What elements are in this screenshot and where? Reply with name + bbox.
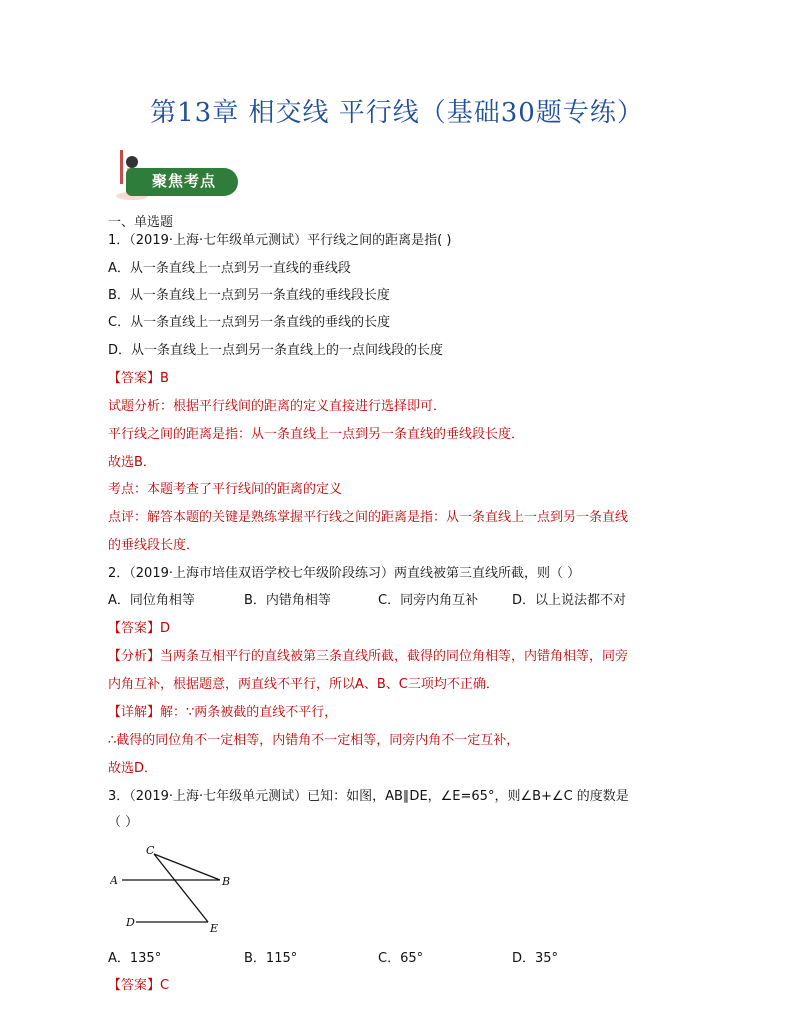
q1-analysis-2: 平行线之间的距离是指：从一条直线上一点到另一条直线的垂线段长度． — [108, 427, 525, 442]
q1-option-d: D．从一条直线上一点到另一条直线上的一点间线段的长度 — [108, 343, 444, 358]
q1-option-a: A．从一条直线上一点到另一直线的垂线段 — [108, 261, 351, 276]
q3-option-c: C．65° — [378, 951, 424, 966]
q2-option-a: A．同位角相等 — [108, 593, 195, 608]
q3-answer: 【答案】C — [108, 978, 170, 993]
page-title: 第13章 相交线 平行线（基础30题专练） — [150, 98, 644, 128]
q2-analysis-4: ∴截得的同位角不一定相等，内错角不一定相等，同旁内角不一定互补， — [108, 733, 520, 748]
label-b: B — [222, 875, 231, 888]
q2-analysis-3: 【详解】解：∵两条被截的直线不平行， — [108, 705, 338, 720]
q2-analysis-2: 内角互补，根据题意，两直线不平行，所以A、B、C三项均不正确． — [108, 677, 499, 692]
q1-stem: 1．（2019·上海·七年级单元测试）平行线之间的距离是指( ) — [108, 233, 452, 248]
q3-stem: 3．（2019·上海·七年级单元测试）已知：如图，AB∥DE，∠E=65°，则∠B+∠C 的度数是 — [108, 789, 629, 804]
label-c: C — [146, 844, 155, 857]
q2-option-c: C．同旁内角互补 — [378, 593, 479, 608]
q2-option-b: B．内错角相等 — [244, 593, 331, 608]
q3-option-a: A．135° — [108, 951, 162, 966]
q3-option-b: B．115° — [244, 951, 298, 966]
section-heading: 一、单选题 — [108, 215, 174, 230]
q1-analysis-4: 考点：本题考查了平行线间的距离的定义 — [108, 482, 343, 497]
q2-analysis-5: 故选D． — [108, 761, 158, 776]
q1-analysis-1: 试题分析：根据平行线间的距离的定义直接进行选择即可． — [108, 399, 447, 414]
q3-stem-blank: （ ） — [108, 815, 139, 830]
badge-label: 聚焦考点 — [152, 172, 217, 190]
q2-option-d: D．以上说法都不对 — [512, 593, 627, 608]
q1-analysis-5: 点评：解答本题的关键是熟练掌握平行线之间的距离是指：从一条直线上一点到另一条直线 — [108, 510, 629, 525]
label-a: A — [110, 874, 118, 887]
q2-answer: 【答案】D — [108, 621, 171, 636]
q1-analysis-3: 故选B． — [108, 455, 156, 470]
q1-option-b: B．从一条直线上一点到另一条直线的垂线段长度 — [108, 288, 390, 303]
label-e: E — [210, 922, 219, 935]
focus-badge — [108, 148, 240, 200]
label-d: D — [126, 916, 135, 929]
q3-option-d: D．35° — [512, 951, 559, 966]
q2-analysis-1: 【分析】当两条互相平行的直线被第三条直线所截，截得的同位角相等，内错角相等，同旁 — [108, 649, 629, 664]
q1-answer: 【答案】B — [108, 371, 169, 386]
geometry-figure — [110, 842, 240, 942]
q2-stem: 2．（2019·上海市培佳双语学校七年级阶段练习）两直线被第三直线所截，则（ ） — [108, 566, 581, 581]
q1-analysis-6: 的垂线段长度． — [108, 538, 200, 553]
q1-option-c: C．从一条直线上一点到另一条直线的垂线的长度 — [108, 315, 391, 330]
